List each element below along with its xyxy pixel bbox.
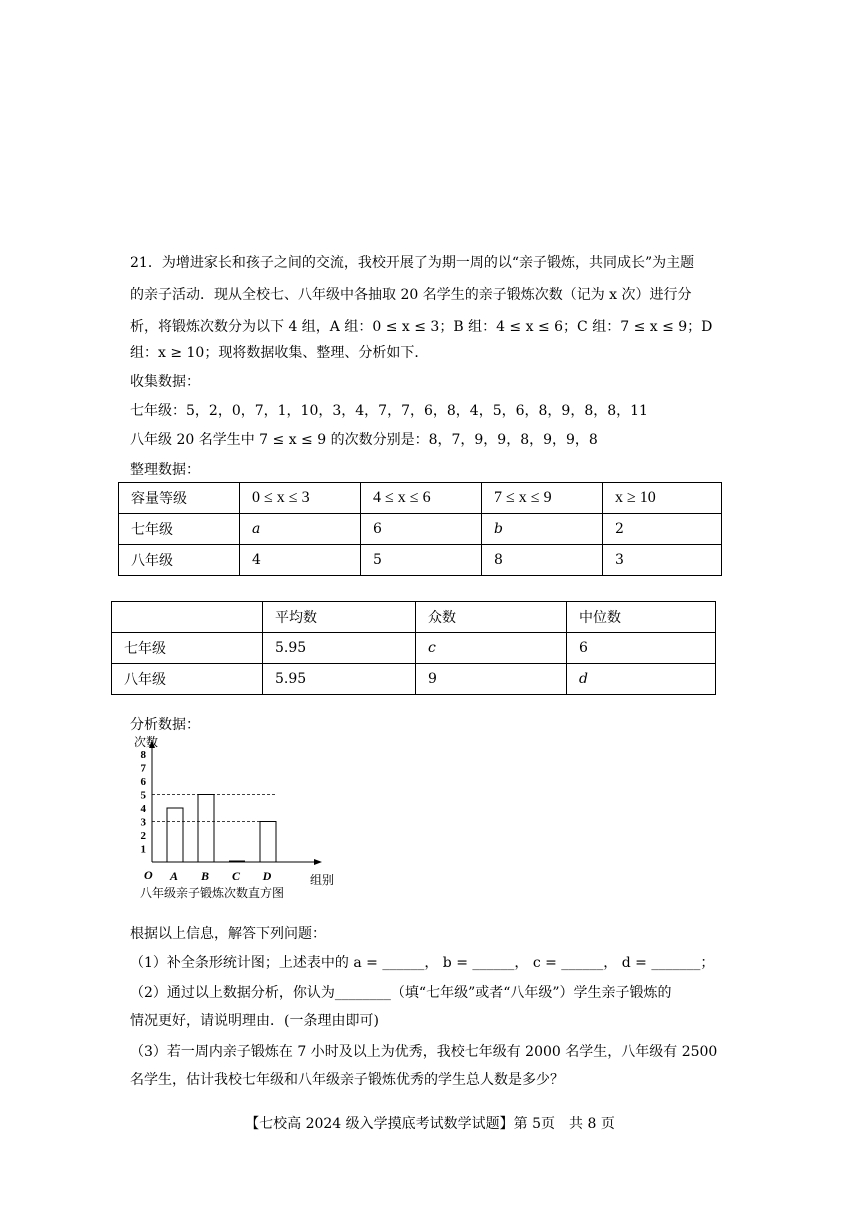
- table-cell: 中位数: [567, 602, 716, 633]
- organize-heading: 整理数据：: [130, 462, 200, 478]
- y-tick-label: 2: [140, 830, 146, 842]
- origin-label: O: [144, 868, 153, 882]
- table-row: [119, 545, 722, 576]
- table-cell: 6: [567, 633, 716, 664]
- x-tick-label: C: [231, 869, 241, 883]
- table-cell: 3: [603, 545, 722, 576]
- x-axis-arrow: [314, 859, 322, 865]
- table-cell: 6: [361, 514, 482, 545]
- table-cell: 4: [240, 545, 361, 576]
- table-cell: d: [567, 664, 716, 695]
- grade8-data: 八年级 20 名学生中 7 ≤ x ≤ 9 的次数分别是：8，7，9，9，8，9，9，8: [130, 432, 598, 448]
- x-axis-label: 组别: [310, 873, 335, 887]
- problem-line-3: 析，将锻炼次数分为以下 4 组，A 组：0 ≤ x ≤ 3；B 组：4 ≤ x ≤ 6；C 组：7 ≤ x ≤ 9；D: [130, 319, 713, 335]
- question-2-line-1: （2）通过以上数据分析，你认为________（填“七年级”或者“八年级”）学生亲子锻炼的: [130, 985, 672, 1001]
- y-tick-label: 8: [140, 749, 146, 761]
- table-cell: 容量等级: [119, 483, 240, 514]
- question-3-line-2: 名学生，估计我校七年级和八年级亲子锻炼优秀的学生总人数是多少？: [130, 1072, 564, 1088]
- table-cell: c: [416, 633, 567, 664]
- table-cell: 八年级: [112, 664, 263, 695]
- page-footer: 【七校高 2024 级入学摸底考试数学试题】第 5页 共 8 页: [245, 1116, 615, 1132]
- table-cell: 七年级: [119, 514, 240, 545]
- table-cell: 8: [482, 545, 603, 576]
- table-row: [112, 664, 716, 695]
- x-tick-label: D: [262, 869, 272, 883]
- y-axis-label: 次数: [134, 735, 159, 749]
- y-tick-label: 4: [140, 803, 146, 815]
- table-cell: b: [482, 514, 603, 545]
- table-cell: 7 ≤ x ≤ 9: [482, 483, 603, 514]
- table-cell: 2: [603, 514, 722, 545]
- chart-title: 八年级亲子锻炼次数直方图: [140, 886, 285, 900]
- x-tick-label: A: [169, 869, 179, 883]
- questions-intro: 根据以上信息，解答下列问题：: [130, 926, 326, 942]
- table-cell: a: [240, 514, 361, 545]
- x-tick-label: B: [200, 869, 210, 883]
- y-tick-label: 1: [140, 843, 146, 856]
- table-row: [112, 602, 716, 633]
- analysis-heading: 分析数据：: [130, 717, 200, 733]
- problem-line-4: 组：x ≥ 10；现将数据收集、整理、分析如下．: [130, 345, 429, 361]
- table-cell: 八年级: [119, 545, 240, 576]
- table-row: [119, 483, 722, 514]
- table-cell: 5.95: [263, 633, 416, 664]
- table-cell: 平均数: [263, 602, 416, 633]
- table-row: [112, 633, 716, 664]
- problem-line-2: 的亲子活动．现从全校七、八年级中各抽取 20 名学生的亲子锻炼次数（记为 x 次）进行分: [130, 287, 692, 303]
- y-tick-label: 7: [140, 762, 146, 775]
- table-row: [119, 514, 722, 545]
- table-cell: 9: [416, 664, 567, 695]
- table-cell: x ≥ 10: [603, 483, 722, 514]
- question-3-line-1: （3）若一周内亲子锻炼在 7 小时及以上为优秀，我校七年级有 2000 名学生，八年级有 2500: [130, 1044, 718, 1060]
- y-tick-label: 3: [140, 816, 146, 829]
- y-tick-label: 5: [140, 789, 146, 802]
- table-cell: 七年级: [112, 633, 263, 664]
- table-cell: [112, 602, 263, 633]
- question-2-line-2: 情况更好，请说明理由．(一条理由即可): [130, 1013, 379, 1029]
- table-cell: 5.95: [263, 664, 416, 695]
- bar-b: [198, 795, 214, 863]
- frequency-table: [118, 482, 722, 576]
- question-1: （1）补全条形统计图；上述表中的 a = ______， b = ______， c = ______， d = _______；: [130, 955, 715, 971]
- collect-heading: 收集数据：: [130, 374, 200, 390]
- y-tick-label: 6: [140, 776, 146, 788]
- table-cell: 4 ≤ x ≤ 6: [361, 483, 482, 514]
- bar-d: [260, 822, 276, 863]
- problem-line-1: 21．为增进家长和孩子之间的交流，我校开展了为期一周的以“亲子锻炼，共同成长”为主题: [130, 255, 695, 271]
- table-cell: 0 ≤ x ≤ 3: [240, 483, 361, 514]
- grade7-data: 七年级：5，2，0，7，1，10，3，4，7，7，6，8，4，5，6，8，9，8，8，11: [130, 403, 648, 419]
- statistics-table: [111, 601, 716, 695]
- table-cell: 5: [361, 545, 482, 576]
- table-cell: 众数: [416, 602, 567, 633]
- bar-a: [167, 808, 183, 862]
- histogram-chart: [130, 732, 350, 907]
